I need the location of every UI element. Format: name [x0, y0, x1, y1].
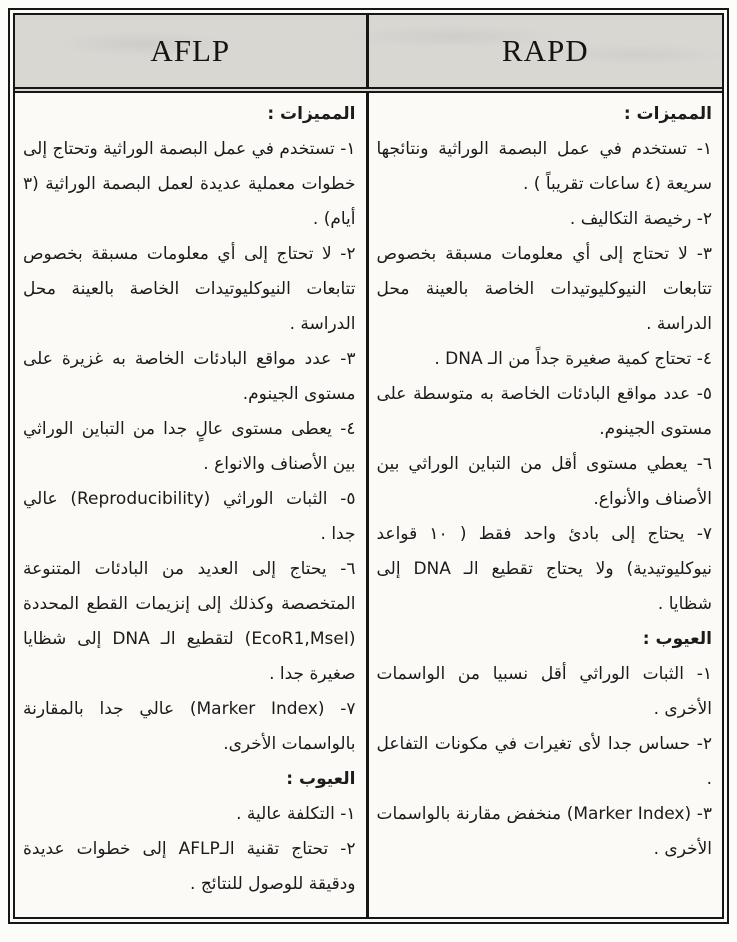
list-item: ١- الثبات الوراثي أقل نسبيا من الواسمات الأخرى . [376, 664, 712, 719]
list-item: ٦- يحتاج إلى العديد من البادئات المتنوعة المتخصصة وكذلك إلى إنزيمات القطع المحددة (EcoR1,MseI) لتقطيع الـ DNA إلى شظايا صغيرة جدا . [23, 559, 356, 684]
list-item: ٧- يحتاج إلى بادئ واحد فقط ( ١٠ قواعد نيوكليوتيدية) ولا يحتاج تقطيع الـ DNA إلى شظايا . [376, 524, 713, 614]
list-item: ١- تستخدم في عمل البصمة الوراثية ونتائجها سريعة (٤ ساعات تقريباً ) . [376, 139, 712, 194]
section-heading: المميزات : [267, 104, 356, 124]
section-heading: العيوب : [286, 769, 356, 789]
section-heading: المميزات : [623, 104, 712, 124]
list-item: ٢- حساس جدا لأى تغيرات في مكونات التفاعل . [376, 734, 712, 789]
table-header-row [15, 15, 722, 93]
aflp-cell [15, 93, 369, 917]
rapd-cell [369, 93, 723, 917]
list-item: ٣- لا تحتاج إلى أي معلومات مسبقة بخصوص تتابعات النيوكليوتيدات الخاصة بالعينة محل الدراسة . [376, 244, 712, 334]
list-item: ٦- يعطي مستوى أقل من التباين الوراثي بين الأصناف والأنواع. [376, 454, 712, 509]
list-item: ٤- يعطى مستوى عالٍ جدا من التباين الوراثي بين الأصناف والانواع . [23, 419, 356, 474]
list-item: ٢- رخيصة التكاليف . [569, 209, 712, 229]
section-heading: العيوب : [642, 629, 712, 649]
list-item: ١- تستخدم في عمل البصمة الوراثية وتحتاج إلى خطوات معملية عديدة لعمل البصمة الوراثية (٣ أيام) . [23, 139, 356, 229]
list-item: ١- التكلفة عالية . [236, 804, 356, 824]
table-body-row [15, 93, 722, 917]
list-item: ٤- تحتاج كمية صغيرة جداً من الـ DNA . [434, 349, 712, 369]
list-item: ٢- لا تحتاج إلى أي معلومات مسبقة بخصوص تتابعات النيوكليوتيدات الخاصة بالعينة محل الدراسة . [23, 244, 356, 334]
list-item: ٥- الثبات الوراثي (Reproducibility) عالي جدا . [23, 489, 356, 544]
list-item: ٥- عدد مواقع البادئات الخاصة به متوسطة على مستوى الجينوم. [376, 384, 712, 439]
list-item: ٢- تحتاج تقنية الـAFLP إلى خطوات عديدة ودقيقة للوصول للنتائج . [23, 839, 356, 894]
column-header-rapd: RAPD [501, 33, 589, 68]
column-header-aflp: AFLP [15, 15, 369, 87]
comparison-table [8, 8, 729, 924]
list-item: ٧- (Marker Index) عالي جدا بالمقارنة بالواسمات الأخرى. [23, 699, 356, 754]
list-item: ٣- (Marker Index) منخفض مقارنة بالواسمات الأخرى . [376, 804, 712, 859]
list-item: ٣- عدد مواقع البادئات الخاصة به غزيرة على مستوى الجينوم. [23, 349, 356, 404]
